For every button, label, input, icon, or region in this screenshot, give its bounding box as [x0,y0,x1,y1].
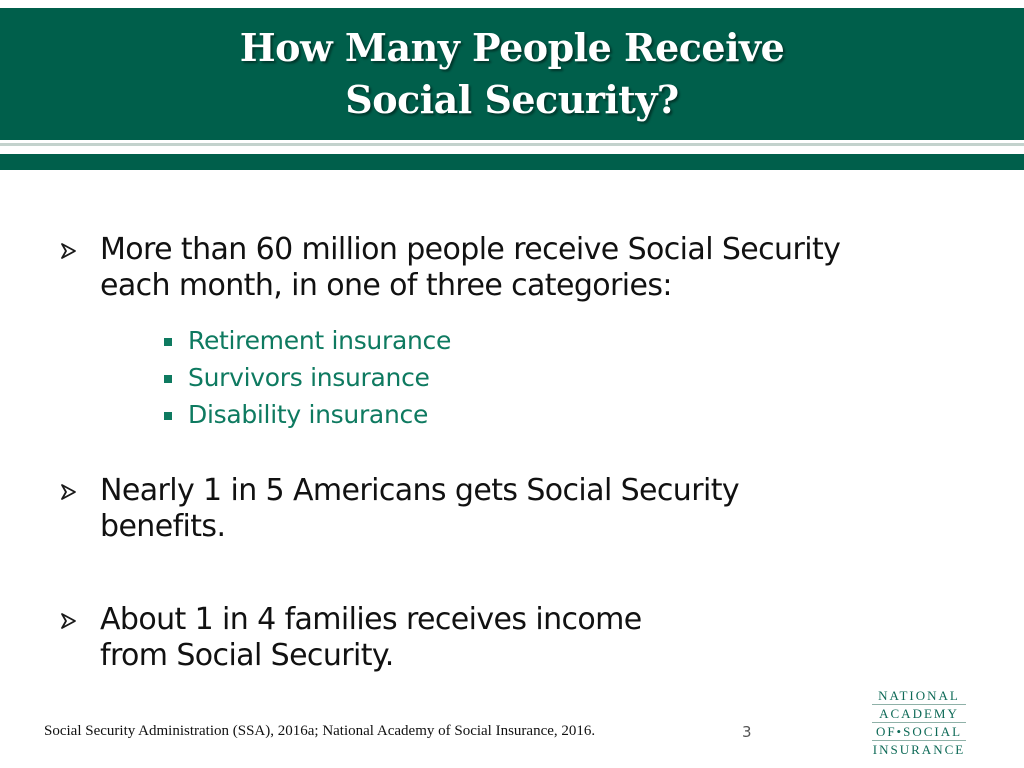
bullet-text-2 [100,473,739,545]
title-divider-thin [0,143,1024,146]
bullet-text-1 [100,232,840,304]
logo-divider [872,704,966,705]
square-bullet-icon [164,375,172,383]
bullet-3-line-1: About 1 in 4 families receives income [100,602,642,637]
page-number: 3 [742,723,752,741]
logo-line-3: OF•SOCIAL [875,724,963,739]
sub-item-survivors [164,359,451,396]
slide-title-line-2: Social Security? [345,77,679,122]
bullet-1-line-2: each month, in one of three categories: [100,268,672,303]
nasi-logo [872,688,966,757]
sub-item-retirement [164,322,451,359]
slide-title [0,8,1024,140]
bullet-1-line-1: More than 60 million people receive Social Security [100,232,841,267]
bullet-text-3 [100,602,642,674]
slide-title-line-1: How Many People Receive [239,25,785,70]
bullet-2-line-2: benefits. [100,509,226,544]
logo-divider [872,722,966,723]
sub-item-disability [164,396,451,433]
bullet-item-1 [60,232,960,304]
arrow-bullet-icon [60,602,100,630]
bullet-item-2 [60,473,960,545]
sub-item-label: Disability insurance [188,400,429,429]
sub-item-label: Retirement insurance [188,326,452,355]
arrow-bullet-icon [60,232,100,260]
square-bullet-icon [164,338,172,346]
title-divider-bar [0,154,1024,170]
source-citation: Social Security Administration (SSA), 2016a; National Academy of Social Insurance, 2016. [44,723,596,739]
bullet-item-3 [60,602,960,674]
square-bullet-icon [164,412,172,420]
bullet-2-line-1: Nearly 1 in 5 Americans gets Social Security [100,473,740,508]
sub-item-label: Survivors insurance [188,363,430,392]
sub-list [164,322,451,433]
arrow-bullet-icon [60,473,100,501]
logo-line-2: ACADEMY [879,706,959,721]
logo-line-4: INSURANCE [872,742,966,757]
logo-line-1: NATIONAL [878,688,960,703]
bullet-3-line-2: from Social Security. [100,638,394,673]
logo-divider [872,740,966,741]
